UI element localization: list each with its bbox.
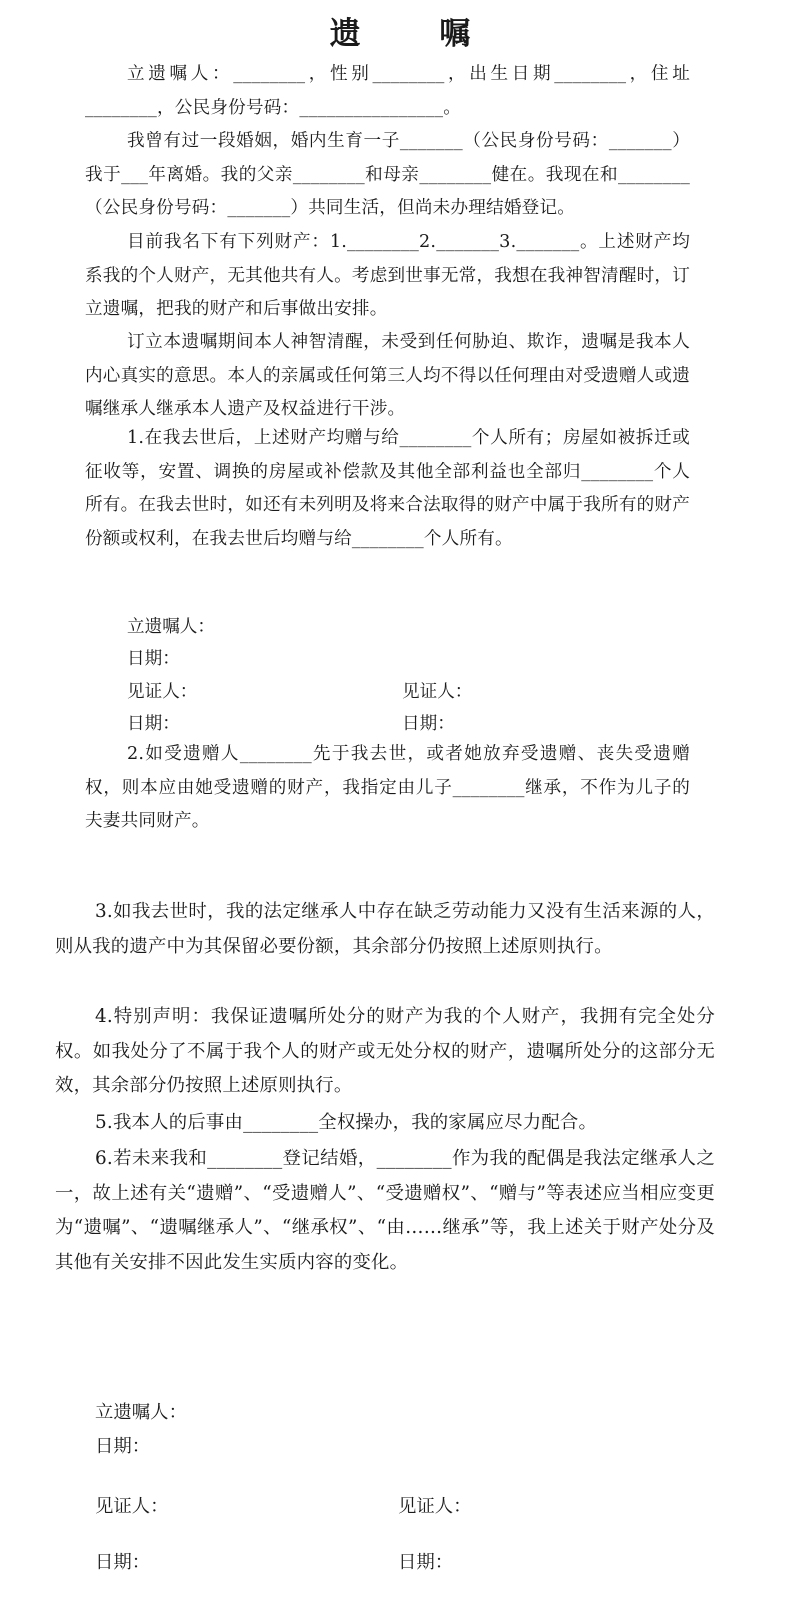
- clause-3-paragraph: 3.如我去世时，我的法定继承人中存在缺乏劳动能力又没有生活来源的人，则从我的遗产中为其保留必要份额，其余部分仍按照上述原则执行。: [55, 901, 715, 957]
- signature-2-witness-left-label: 见证人：: [95, 1496, 169, 1517]
- testator-info-paragraph: 立遗嘱人：________，性别________，出生日期________，住址________，公民身份号码：________________。: [85, 64, 690, 118]
- signature-1-witness-right-label: 见证人：: [402, 682, 473, 702]
- signature-1-date-label: 日期：: [127, 649, 180, 669]
- signature-2-testator-label: 立遗嘱人：: [95, 1402, 187, 1423]
- signature-2-witness-left-date: 日期：: [95, 1552, 151, 1573]
- marital-history-paragraph: 我曾有过一段婚姻，婚内生育一子_______（公民身份号码：_______）我于___年离婚。我的父亲________和母亲________健在。我现在和________（公民身份号码：_______）共同生活，但尚未办理结婚登记。: [85, 131, 690, 218]
- signature-1-testator-label: 立遗嘱人：: [127, 617, 215, 637]
- property-list-paragraph: 目前我名下有下列财产：1.________2._______3._______。上述财产均系我的个人财产，无其他共有人。考虑到世事无常，我想在我神智清醒时，订立遗嘱，把我的财产和后事做出安排。: [85, 232, 690, 319]
- signature-2-witness-right-label: 见证人：: [398, 1496, 472, 1517]
- clause-5-paragraph: 5.我本人的后事由________全权操办，我的家属应尽力配合。: [95, 1112, 598, 1133]
- signature-1-witness-right-date: 日期：: [402, 714, 455, 734]
- clause-4-paragraph: 4.特别声明：我保证遗嘱所处分的财产为我的个人财产，我拥有完全处分权。如我处分了不属于我个人的财产或无处分权的财产，遗嘱所处分的这部分无效，其余部分仍按照上述原则执行。: [55, 1006, 715, 1096]
- declaration-paragraph: 订立本遗嘱期间本人神智清醒，未受到任何胁迫、欺诈，遗嘱是我本人内心真实的意思。本人的亲属或任何第三人均不得以任何理由对受遗赠人或遗嘱继承人继承本人遗产及权益进行干涉。: [85, 332, 690, 419]
- document-title: 遗 嘱: [329, 16, 505, 52]
- clause-1-paragraph: 1.在我去世后，上述财产均赠与给________个人所有；房屋如被拆迁或征收等，安置、调换的房屋或补偿款及其他全部利益也全部归________个人所有。在我去世时，如还有未列明及将来合法取得的财产中属于我所有的财产份额或权利，在我去世后均赠与给________个人所有。: [85, 428, 690, 549]
- signature-1-witness-left-label: 见证人：: [127, 682, 198, 702]
- signature-2-witness-right-date: 日期：: [398, 1552, 454, 1573]
- signature-2-date-label: 日期：: [95, 1436, 151, 1457]
- clause-6-paragraph: 6.若未来我和________登记结婚，________作为我的配偶是我法定继承人之一，故上述有关“遗赠”、“受遗赠人”、“受遗赠权”、“赠与”等表述应当相应变更为“遗嘱”、“遗嘱继承人”、“继承权”、“由……继承”等，我上述关于财产处分及其他有关安排不因此发生实质内容的变化。: [55, 1148, 716, 1273]
- clause-2-paragraph: 2.如受遗赠人________先于我去世，或者她放弃受遗赠、丧失受遗赠权，则本应由她受遗赠的财产，我指定由儿子________继承，不作为儿子的夫妻共同财产。: [85, 744, 690, 831]
- signature-1-witness-left-date: 日期：: [127, 714, 180, 734]
